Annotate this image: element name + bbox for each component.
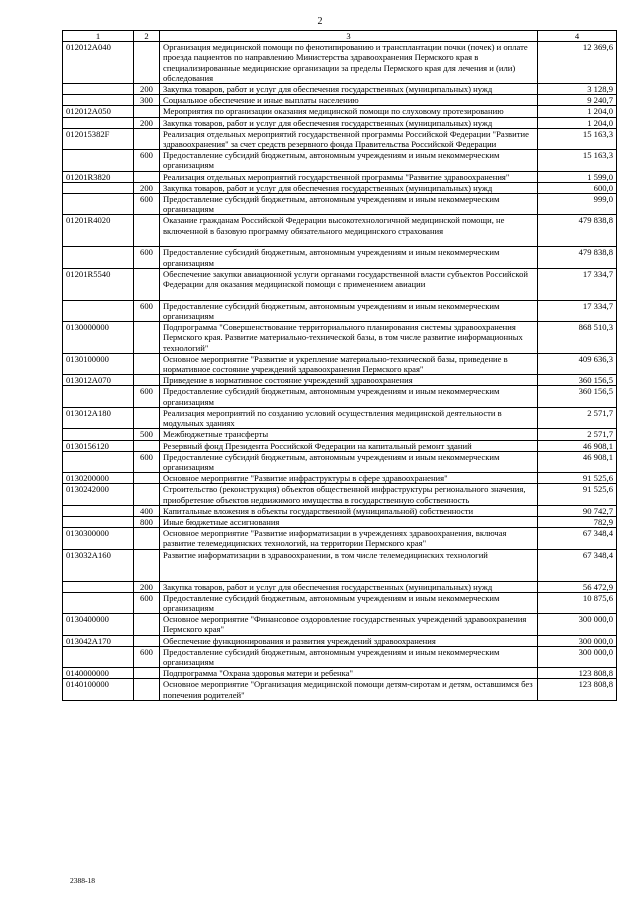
- row-amount-cell: 123 808,8: [538, 679, 617, 700]
- row-amount-cell: 1 599,0: [538, 171, 617, 182]
- row-amount-cell: 17 334,7: [538, 300, 617, 321]
- row-name-cell: Реализация отдельных мероприятий государственной программы Российской Федерации "Развитие здравоохранения" за счет средств резервного фонда Правительства Российской Федерации: [160, 128, 538, 149]
- row-expense-type-cell: [134, 353, 160, 374]
- row-code-cell: [63, 505, 134, 516]
- table-row: [63, 117, 617, 128]
- row-name-cell: Закупка товаров, работ и услуг для обеспечения государственных (муниципальных) нужд: [160, 117, 538, 128]
- row-expense-type-cell: [134, 215, 160, 247]
- table-row: [63, 106, 617, 117]
- table-row: [63, 386, 617, 407]
- table-row: [63, 182, 617, 193]
- budget-table: [62, 30, 617, 701]
- table-row: [63, 668, 617, 679]
- page-number: 2: [317, 16, 323, 27]
- row-code-cell: 0130300000: [63, 528, 134, 549]
- row-amount-cell: 409 636,3: [538, 353, 617, 374]
- row-amount-cell: 2 571,7: [538, 429, 617, 440]
- row-name-cell: Предоставление субсидий бюджетным, автономным учреждениям и иным некоммерческим организациям: [160, 451, 538, 472]
- row-expense-type-cell: 600: [134, 592, 160, 613]
- row-expense-type-cell: 600: [134, 194, 160, 215]
- table-row: [63, 353, 617, 374]
- table-row: [63, 440, 617, 451]
- table-row: [63, 679, 617, 700]
- row-expense-type-cell: [134, 473, 160, 484]
- row-expense-type-cell: 500: [134, 429, 160, 440]
- table-row: [63, 194, 617, 215]
- row-name-cell: Социальное обеспечение и иные выплаты населению: [160, 95, 538, 106]
- row-code-cell: [63, 95, 134, 106]
- table-row: [63, 322, 617, 354]
- row-expense-type-cell: 400: [134, 505, 160, 516]
- row-code-cell: 012012А040: [63, 42, 134, 84]
- row-code-cell: 013032А160: [63, 549, 134, 581]
- table-row: [63, 429, 617, 440]
- row-code-cell: [63, 182, 134, 193]
- row-amount-cell: 17 334,7: [538, 268, 617, 300]
- table-row: [63, 505, 617, 516]
- row-amount-cell: 600,0: [538, 182, 617, 193]
- row-name-cell: Основное мероприятие "Организация медицинской помощи детям-сиротам и детям, оставшимся без попечения родителей": [160, 679, 538, 700]
- row-name-cell: Основное мероприятие "Развитие инфраструктуры в сфере здравоохранения": [160, 473, 538, 484]
- row-expense-type-cell: [134, 268, 160, 300]
- row-name-cell: Предоставление субсидий бюджетным, автономным учреждениям и иным некоммерческим организациям: [160, 646, 538, 667]
- row-name-cell: Обеспечение функционирования и развития учреждений здравоохранения: [160, 635, 538, 646]
- row-code-cell: 01201R3820: [63, 171, 134, 182]
- table-row: [63, 407, 617, 428]
- row-code-cell: 013042А170: [63, 635, 134, 646]
- table-row: [63, 516, 617, 527]
- row-name-cell: Мероприятия по организации оказания медицинской помощи по слуховому протезированию: [160, 106, 538, 117]
- table-row: [63, 635, 617, 646]
- footer-code: 2388-18: [70, 876, 95, 885]
- table-row: [63, 581, 617, 592]
- row-amount-cell: 67 348,4: [538, 528, 617, 549]
- row-expense-type-cell: [134, 528, 160, 549]
- table-row: [63, 614, 617, 635]
- row-expense-type-cell: 300: [134, 95, 160, 106]
- row-code-cell: [63, 429, 134, 440]
- row-code-cell: [63, 646, 134, 667]
- row-expense-type-cell: 600: [134, 150, 160, 171]
- row-code-cell: 01201R5540: [63, 268, 134, 300]
- row-amount-cell: 9 240,7: [538, 95, 617, 106]
- row-name-cell: Капитальные вложения в объекты государственной (муниципальной) собственности: [160, 505, 538, 516]
- row-code-cell: 0140000000: [63, 668, 134, 679]
- row-amount-cell: 300 000,0: [538, 635, 617, 646]
- table-row: [63, 300, 617, 321]
- row-expense-type-cell: 600: [134, 247, 160, 268]
- row-amount-cell: 46 908,1: [538, 451, 617, 472]
- row-name-cell: Подпрограмма "Совершенствование территориального планирования системы здравоохранения Пермского края. Развитие материально-технической базы, в том числе развитие информационных технологий": [160, 322, 538, 354]
- row-code-cell: [63, 117, 134, 128]
- row-name-cell: Оказание гражданам Российской Федерации высокотехнологичной медицинской помощи, не включенной в базовую программу обязательного медицинского страхования: [160, 215, 538, 247]
- row-code-cell: 013012А070: [63, 375, 134, 386]
- row-amount-cell: 90 742,7: [538, 505, 617, 516]
- table-row: [63, 247, 617, 268]
- row-amount-cell: 300 000,0: [538, 646, 617, 667]
- row-expense-type-cell: [134, 128, 160, 149]
- row-expense-type-cell: [134, 635, 160, 646]
- row-amount-cell: 56 472,9: [538, 581, 617, 592]
- row-amount-cell: 10 875,6: [538, 592, 617, 613]
- row-amount-cell: 999,0: [538, 194, 617, 215]
- table-row: [63, 473, 617, 484]
- row-amount-cell: 360 156,5: [538, 386, 617, 407]
- row-code-cell: [63, 386, 134, 407]
- row-name-cell: Предоставление субсидий бюджетным, автономным учреждениям и иным некоммерческим организациям: [160, 386, 538, 407]
- table-row: [63, 42, 617, 84]
- column-header-2: 2: [134, 31, 160, 42]
- row-expense-type-cell: 200: [134, 84, 160, 95]
- row-code-cell: 013012А180: [63, 407, 134, 428]
- row-expense-type-cell: [134, 668, 160, 679]
- row-amount-cell: 3 128,9: [538, 84, 617, 95]
- row-code-cell: 0130200000: [63, 473, 134, 484]
- row-expense-type-cell: [134, 549, 160, 581]
- row-expense-type-cell: 600: [134, 646, 160, 667]
- table-header-row: [63, 31, 617, 42]
- row-expense-type-cell: 600: [134, 451, 160, 472]
- column-header-1: 1: [63, 31, 134, 42]
- row-expense-type-cell: [134, 375, 160, 386]
- table-row: [63, 84, 617, 95]
- table-row: [63, 128, 617, 149]
- column-header-3: 3: [160, 31, 538, 42]
- row-code-cell: [63, 581, 134, 592]
- table-row: [63, 375, 617, 386]
- row-expense-type-cell: [134, 440, 160, 451]
- row-name-cell: Развитие информатизации в здравоохранении, в том числе телемедицинских технологий: [160, 549, 538, 581]
- row-amount-cell: 12 369,6: [538, 42, 617, 84]
- row-amount-cell: 782,9: [538, 516, 617, 527]
- row-amount-cell: 1 204,0: [538, 106, 617, 117]
- row-code-cell: [63, 194, 134, 215]
- row-name-cell: Реализация отдельных мероприятий государственной программы "Развитие здравоохранения": [160, 171, 538, 182]
- row-code-cell: [63, 592, 134, 613]
- table-row: [63, 171, 617, 182]
- row-amount-cell: 67 348,4: [538, 549, 617, 581]
- table-row: [63, 95, 617, 106]
- row-expense-type-cell: [134, 679, 160, 700]
- row-code-cell: [63, 84, 134, 95]
- row-name-cell: Организация медицинской помощи по фенотипированию и трансплантации почки (почек) и оплате проезда пациентов по направлению Министерства здравоохранения Пермского края в специализированные медицинские организации за пределы Пермского края для лечения и (или) обследования: [160, 42, 538, 84]
- row-name-cell: Иные бюджетные ассигнования: [160, 516, 538, 527]
- table-row: [63, 451, 617, 472]
- row-expense-type-cell: 200: [134, 182, 160, 193]
- table-row: [63, 268, 617, 300]
- table-row: [63, 528, 617, 549]
- row-name-cell: Предоставление субсидий бюджетным, автономным учреждениям и иным некоммерческим организациям: [160, 194, 538, 215]
- row-name-cell: Реализация мероприятий по созданию условий осуществления медицинской деятельности в модульных зданиях: [160, 407, 538, 428]
- row-amount-cell: 15 163,3: [538, 128, 617, 149]
- row-amount-cell: 1 204,0: [538, 117, 617, 128]
- row-name-cell: Предоставление субсидий бюджетным, автономным учреждениям и иным некоммерческим организациям: [160, 150, 538, 171]
- table-row: [63, 592, 617, 613]
- row-code-cell: [63, 451, 134, 472]
- row-expense-type-cell: [134, 171, 160, 182]
- row-name-cell: Закупка товаров, работ и услуг для обеспечения государственных (муниципальных) нужд: [160, 84, 538, 95]
- row-amount-cell: 46 908,1: [538, 440, 617, 451]
- row-code-cell: 0130000000: [63, 322, 134, 354]
- row-expense-type-cell: [134, 484, 160, 505]
- row-amount-cell: 300 000,0: [538, 614, 617, 635]
- row-amount-cell: 123 808,8: [538, 668, 617, 679]
- row-name-cell: Межбюджетные трансферты: [160, 429, 538, 440]
- column-header-4: 4: [538, 31, 617, 42]
- table-row: [63, 215, 617, 247]
- table-row: [63, 150, 617, 171]
- row-code-cell: 0130242000: [63, 484, 134, 505]
- row-code-cell: [63, 247, 134, 268]
- row-expense-type-cell: [134, 407, 160, 428]
- row-code-cell: 01201R4020: [63, 215, 134, 247]
- row-code-cell: [63, 150, 134, 171]
- row-name-cell: Предоставление субсидий бюджетным, автономным учреждениям и иным некоммерческим организациям: [160, 247, 538, 268]
- row-amount-cell: 360 156,5: [538, 375, 617, 386]
- row-code-cell: 0140100000: [63, 679, 134, 700]
- row-code-cell: 0130400000: [63, 614, 134, 635]
- row-expense-type-cell: [134, 322, 160, 354]
- row-expense-type-cell: [134, 614, 160, 635]
- row-name-cell: Предоставление субсидий бюджетным, автономным учреждениям и иным некоммерческим организациям: [160, 300, 538, 321]
- table-row: [63, 484, 617, 505]
- row-name-cell: Резервный фонд Президента Российской Федерации на капитальный ремонт зданий: [160, 440, 538, 451]
- row-amount-cell: 479 838,8: [538, 247, 617, 268]
- row-expense-type-cell: [134, 42, 160, 84]
- row-name-cell: Основное мероприятие "Развитие и укрепление материально-технической базы, приведение в нормативное состояние учреждений здравоохранения Пермского края": [160, 353, 538, 374]
- row-expense-type-cell: 600: [134, 300, 160, 321]
- row-name-cell: Подпрограмма "Охрана здоровья матери и ребенка": [160, 668, 538, 679]
- row-code-cell: 012012А050: [63, 106, 134, 117]
- row-name-cell: Основное мероприятие "Финансовое оздоровление государственных учреждений здравоохранения Пермского края": [160, 614, 538, 635]
- table-row: [63, 646, 617, 667]
- row-amount-cell: 479 838,8: [538, 215, 617, 247]
- row-code-cell: [63, 300, 134, 321]
- row-code-cell: 0130100000: [63, 353, 134, 374]
- row-amount-cell: 91 525,6: [538, 473, 617, 484]
- row-code-cell: 0130156120: [63, 440, 134, 451]
- row-name-cell: Строительство (реконструкция) объектов общественной инфраструктуры регионального значения, приобретение объектов недвижимого имущества в государственную собственность: [160, 484, 538, 505]
- row-expense-type-cell: [134, 106, 160, 117]
- row-expense-type-cell: 600: [134, 386, 160, 407]
- row-expense-type-cell: 200: [134, 581, 160, 592]
- row-expense-type-cell: 800: [134, 516, 160, 527]
- row-name-cell: Закупка товаров, работ и услуг для обеспечения государственных (муниципальных) нужд: [160, 581, 538, 592]
- row-name-cell: Приведение в нормативное состояние учреждений здравоохранения: [160, 375, 538, 386]
- row-code-cell: [63, 516, 134, 527]
- row-name-cell: Основное мероприятие "Развитие информатизации в учреждениях здравоохранения, включая развитие телемедицинских технологий, на территории Пермского края": [160, 528, 538, 549]
- table-row: [63, 549, 617, 581]
- table-body: [63, 42, 617, 701]
- row-amount-cell: 91 525,6: [538, 484, 617, 505]
- row-name-cell: Предоставление субсидий бюджетным, автономным учреждениям и иным некоммерческим организациям: [160, 592, 538, 613]
- row-code-cell: 012015382F: [63, 128, 134, 149]
- row-name-cell: Обеспечение закупки авиационной услуги органами государственной власти субъектов Российской Федерации для оказания медицинской помощи с применением авиации: [160, 268, 538, 300]
- row-amount-cell: 15 163,3: [538, 150, 617, 171]
- row-amount-cell: 2 571,7: [538, 407, 617, 428]
- row-name-cell: Закупка товаров, работ и услуг для обеспечения государственных (муниципальных) нужд: [160, 182, 538, 193]
- row-expense-type-cell: 200: [134, 117, 160, 128]
- row-amount-cell: 868 510,3: [538, 322, 617, 354]
